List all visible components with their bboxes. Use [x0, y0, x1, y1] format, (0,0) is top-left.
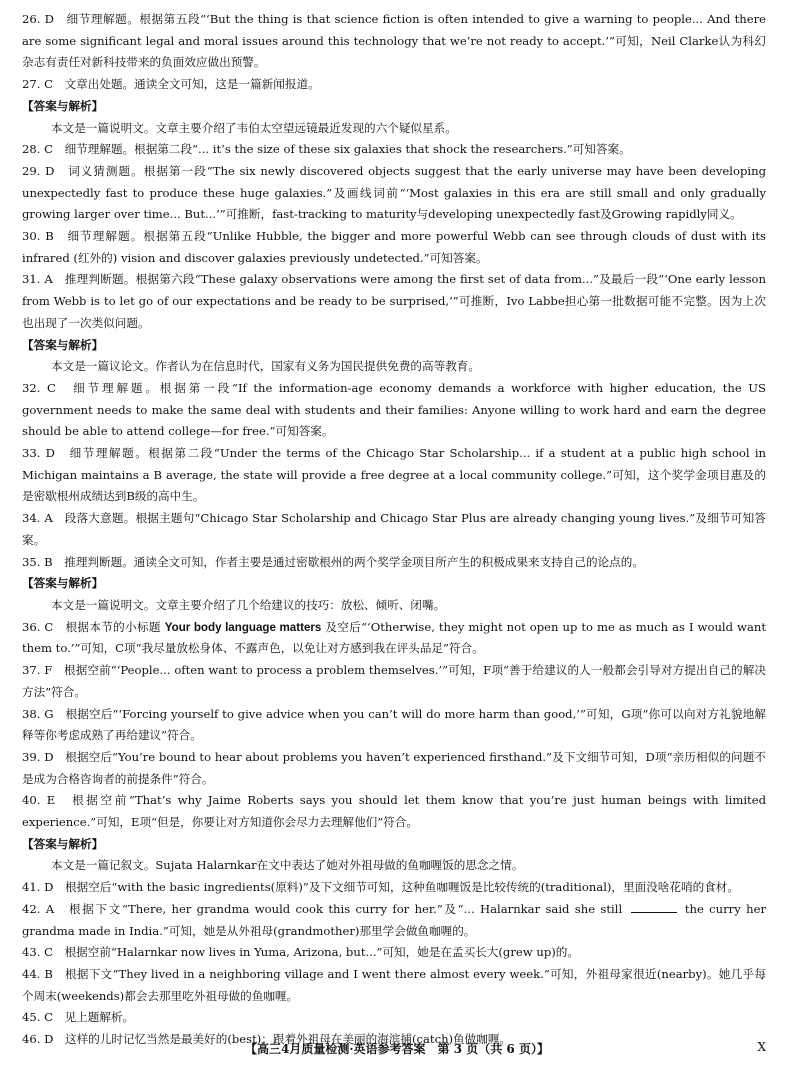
passage-summary: 本文是一篇记叙文。Sujata Halarnkar在文中表达了她对外祖母做的鱼咖喱饭的思念之情。	[51, 858, 524, 873]
answer-item: 41. D 根据空后“with the basic ingredients(原料)”及下文细节可知，这种鱼咖喱饭是比较传统的(traditional)，里面没啥花哨的食材。	[22, 880, 739, 895]
answer-item: 46. D 这样的儿时记忆当然是最美好的(best)；跟着外祖母在美丽的海滨捕(catch)鱼做咖喱。	[22, 1032, 512, 1047]
section-heading: 【答案与解析】	[22, 836, 104, 851]
footer-page-info: 【高三4月质量检测·英语参考答案 第 3 页（共 6 页）】	[245, 1042, 549, 1056]
answer-item: 32. C 细节理解题。根据第一段“If the information-age economy demands a workforce with higher education, the US government needs to make the same deal with students and their families: Anyone willing to work hard and earn the degree should be able to attend college—for free.”可知答案。	[22, 380, 766, 439]
answer-item: 45. C 见上题解析。	[22, 1010, 135, 1025]
answer-text: 36. C 根据本节的小标题	[22, 619, 165, 634]
answer-text: 42. A 根据下文“There, her grandma would cook this curry for her.”及“... Halarnkar said she still	[22, 901, 628, 916]
section-subtitle: Your body language matters	[164, 620, 322, 634]
answer-item: 26. D 细节理解题。根据第五段“‘But the thing is that science fiction is often intended to give a warning to people... And there are some significant legal and moral issues around this technology that we’re not ready to accept.’”可知，Neil Clarke认为科幻杂志有责任对新科技带来的负面效应做出预警。	[22, 12, 766, 70]
answer-item: 28. C 细节理解题。根据第二段“... it’s the size of these six galaxies that shock the researchers.”可知答案。	[22, 142, 631, 157]
footer-version-mark: X	[757, 1040, 766, 1054]
answer-item: 34. A 段落大意题。根据主题句“Chicago Star Scholarship and Chicago Star Plus are already changing young lives.”及细节可知答案。	[22, 511, 766, 547]
answer-item: 33. D 细节理解题。根据第二段“Under the terms of the Chicago Star Scholarship... if a student at a public high school in Michigan maintains a B average, the state will provide a free degree at a local community college.”可知，这个奖学金项目惠及的是密歇根州成绩达到B级的高中生。	[22, 446, 766, 504]
answer-item	[22, 899, 766, 942]
answer-key-body	[22, 9, 766, 1051]
answer-item: 31. A 推理判断题。根据第六段“These galaxy observations were among the first set of data from...”及最后一段“‘One early lesson from Webb is to let go of our expectations and be ready to be surprised,’”可推断，Ivo Labbe担心第一批数据可能不完整。因为上次也出现了一次类似问题。	[22, 272, 766, 330]
answer-item	[22, 617, 766, 660]
answer-item: 35. B 推理判断题。通读全文可知，作者主要是通过密歇根州的两个奖学金项目所产生的积极成果来支持自己的论点的。	[22, 554, 644, 569]
passage-summary: 本文是一篇说明文。文章主要介绍了几个给建议的技巧：放松、倾听、闭嘴。	[51, 597, 446, 612]
answer-item: 44. B 根据下文“They lived in a neighboring village and I went there almost every week.”可知，外祖母家很近(nearby)。她几乎每个周末(weekends)都会去那里吃外祖母做的鱼咖喱。	[22, 966, 766, 1003]
answer-item: 37. F 根据空前“‘People... often want to process a problem themselves.’”可知，F项“善于给建议的人一般都会引导对方提出自己的解决方法”符合。	[22, 663, 766, 699]
answer-item: 40. E 根据空前“That’s why Jaime Roberts says you should let them know that you’re just human beings with limited experience.”可知，E项“但是，你要让对方知道你会尽力去理解他们”符合。	[22, 793, 766, 830]
section-heading: 【答案与解析】	[22, 576, 104, 591]
passage-summary: 本文是一篇议论文。作者认为在信息时代，国家有义务为国民提供免费的高等教育。	[51, 359, 480, 374]
answer-text: 及空后“‘Otherwise, they might not open up to me as much as I would want them to.’”可知，C项“我尽量放松身体、不露声色，以免让对方感到我在评头品足”符合。	[22, 619, 767, 656]
fill-in-blank	[631, 902, 677, 913]
answer-item: 27. C 文章出处题。通读全文可知，这是一篇新闻报道。	[22, 77, 320, 92]
answer-item: 30. B 细节理解题。根据第五段“Unlike Hubble, the bigger and more powerful Webb can see through clouds of dust with its infrared (红外的) vision and discover galaxies previously undetected.”可知答案。	[22, 229, 766, 265]
answer-text: the curry her grandma made in India.”可知，她是从外祖母(grandmother)那里学会做鱼咖喱的。	[22, 901, 766, 938]
answer-item: 43. C 根据空前“Halarnkar now lives in Yuma, Arizona, but...”可知，她是在孟买长大(grew up)的。	[22, 945, 579, 960]
section-heading: 【答案与解析】	[22, 98, 104, 113]
page-footer	[0, 1040, 794, 1062]
section-heading: 【答案与解析】	[22, 337, 104, 352]
answer-item: 38. G 根据空后“‘Forcing yourself to give advice when you can’t will do more harm than good,’”可知，G项“你可以向对方礼貌地解释等你考虑成熟了再给建议”符合。	[22, 706, 766, 743]
passage-summary: 本文是一篇说明文。文章主要介绍了韦伯太空望远镜最近发现的六个疑似星系。	[51, 120, 457, 135]
answer-item: 39. D 根据空后“You’re bound to hear about problems you haven’t experienced firsthand.”及下文细节可知，D项“亲历相似的问题不是成为合格咨询者的前提条件”符合。	[22, 749, 766, 786]
answer-item: 29. D 词义猜测题。根据第一段“The six newly discovered objects suggest that the early universe may have been developing unexpectedly fast to produce these huge galaxies.”及画线词前“‘Most galaxies in this era are still small and only gradually growing larger over time... But...’”可推断，fast-tracking to maturity与developing unexpectedly fast及Growing rapidly同义。	[22, 163, 766, 222]
